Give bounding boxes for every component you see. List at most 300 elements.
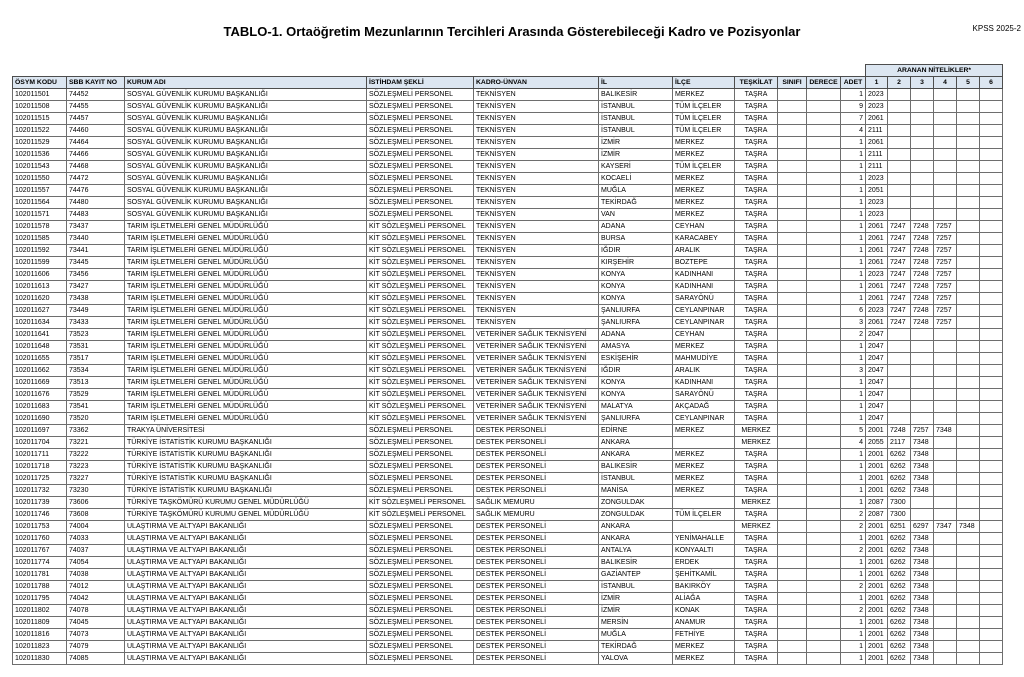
table-row xyxy=(13,329,1003,341)
cell-qualification-1: 2061 xyxy=(866,233,888,245)
cell-employment-type: KİT SÖZLEŞMELİ PERSONEL xyxy=(367,401,474,413)
cell-organization: TAŞRA xyxy=(735,245,778,257)
cell-osym-code: 102011704 xyxy=(13,437,67,449)
cell-position-title: TEKNİSYEN xyxy=(474,221,599,233)
cell-qualification-3 xyxy=(911,149,934,161)
cell-qualification-6 xyxy=(980,185,1003,197)
cell-class xyxy=(778,293,807,305)
cell-sbb-record-no: 73227 xyxy=(67,473,125,485)
cell-position-title: DESTEK PERSONELİ xyxy=(474,641,599,653)
cell-qualification-6 xyxy=(980,305,1003,317)
cell-employment-type: KİT SÖZLEŞMELİ PERSONEL xyxy=(367,365,474,377)
cell-qualification-6 xyxy=(980,209,1003,221)
cell-institution: SOSYAL GÜVENLİK KURUMU BAŞKANLIĞI xyxy=(125,149,367,161)
column-header-qualification-2: 2 xyxy=(888,77,911,89)
cell-qualification-5 xyxy=(957,617,980,629)
cell-position-title: VETERİNER SAĞLIK TEKNİSYENİ xyxy=(474,365,599,377)
cell-osym-code: 102011676 xyxy=(13,389,67,401)
cell-osym-code: 102011634 xyxy=(13,317,67,329)
table-row xyxy=(13,317,1003,329)
cell-grade xyxy=(807,185,841,197)
cell-district: KONAK xyxy=(673,605,735,617)
cell-qualification-1: 2047 xyxy=(866,377,888,389)
cell-qualification-5 xyxy=(957,425,980,437)
cell-qualification-6 xyxy=(980,617,1003,629)
cell-province: ESKİŞEHİR xyxy=(599,353,673,365)
cell-class xyxy=(778,341,807,353)
cell-quantity: 1 xyxy=(841,533,866,545)
table-row xyxy=(13,185,1003,197)
cell-qualification-1: 2047 xyxy=(866,341,888,353)
cell-institution: TARIM İŞLETMELERİ GENEL MÜDÜRLÜĞÜ xyxy=(125,401,367,413)
cell-province: BURSA xyxy=(599,233,673,245)
cell-qualification-4 xyxy=(934,161,957,173)
table-row xyxy=(13,629,1003,641)
cell-qualification-5 xyxy=(957,653,980,665)
cell-qualification-4 xyxy=(934,377,957,389)
cell-qualification-4 xyxy=(934,329,957,341)
cell-qualification-3 xyxy=(911,113,934,125)
cell-quantity: 1 xyxy=(841,353,866,365)
cell-grade xyxy=(807,449,841,461)
cell-qualification-4 xyxy=(934,413,957,425)
cell-qualification-1: 2001 xyxy=(866,593,888,605)
cell-sbb-record-no: 74452 xyxy=(67,89,125,101)
cell-qualification-1: 2061 xyxy=(866,257,888,269)
cell-qualification-4 xyxy=(934,569,957,581)
cell-grade xyxy=(807,257,841,269)
cell-position-title: DESTEK PERSONELİ xyxy=(474,545,599,557)
cell-qualification-2: 7247 xyxy=(888,281,911,293)
cell-qualification-4 xyxy=(934,353,957,365)
cell-employment-type: SÖZLEŞMELİ PERSONEL xyxy=(367,425,474,437)
cell-qualification-4 xyxy=(934,137,957,149)
table-row xyxy=(13,593,1003,605)
cell-qualification-3 xyxy=(911,377,934,389)
table-row xyxy=(13,269,1003,281)
cell-qualification-1: 2001 xyxy=(866,605,888,617)
cell-district: KARACABEY xyxy=(673,233,735,245)
cell-sbb-record-no: 74483 xyxy=(67,209,125,221)
cell-organization: TAŞRA xyxy=(735,173,778,185)
cell-employment-type: KİT SÖZLEŞMELİ PERSONEL xyxy=(367,281,474,293)
cell-organization: TAŞRA xyxy=(735,401,778,413)
cell-qualification-6 xyxy=(980,413,1003,425)
cell-employment-type: SÖZLEŞMELİ PERSONEL xyxy=(367,449,474,461)
cell-quantity: 5 xyxy=(841,425,866,437)
cell-qualification-2 xyxy=(888,413,911,425)
cell-qualification-6 xyxy=(980,233,1003,245)
cell-organization: TAŞRA xyxy=(735,365,778,377)
cell-grade xyxy=(807,269,841,281)
cell-qualification-3 xyxy=(911,161,934,173)
cell-class xyxy=(778,545,807,557)
cell-qualification-4 xyxy=(934,149,957,161)
cell-qualification-1: 2001 xyxy=(866,521,888,533)
cell-province: İSTANBUL xyxy=(599,581,673,593)
cell-province: KONYA xyxy=(599,377,673,389)
cell-qualification-6 xyxy=(980,485,1003,497)
cell-district: MERKEZ xyxy=(673,641,735,653)
cell-district: MERKEZ xyxy=(673,197,735,209)
cell-institution: SOSYAL GÜVENLİK KURUMU BAŞKANLIĞI xyxy=(125,173,367,185)
cell-institution: TARIM İŞLETMELERİ GENEL MÜDÜRLÜĞÜ xyxy=(125,317,367,329)
cell-sbb-record-no: 74464 xyxy=(67,137,125,149)
cell-qualification-6 xyxy=(980,125,1003,137)
cell-employment-type: SÖZLEŞMELİ PERSONEL xyxy=(367,641,474,653)
cell-sbb-record-no: 73456 xyxy=(67,269,125,281)
cell-sbb-record-no: 74460 xyxy=(67,125,125,137)
cell-qualification-3: 7248 xyxy=(911,245,934,257)
cell-province: ANTALYA xyxy=(599,545,673,557)
cell-qualification-6 xyxy=(980,605,1003,617)
cell-qualification-6 xyxy=(980,353,1003,365)
cell-qualification-6 xyxy=(980,401,1003,413)
cell-quantity: 1 xyxy=(841,641,866,653)
cell-class xyxy=(778,281,807,293)
cell-class xyxy=(778,317,807,329)
cell-organization: TAŞRA xyxy=(735,377,778,389)
cell-organization: TAŞRA xyxy=(735,533,778,545)
cell-institution: TÜRKİYE TAŞKÖMÜRÜ KURUMU GENEL MÜDÜRLÜĞÜ xyxy=(125,509,367,521)
table-row xyxy=(13,413,1003,425)
cell-position-title: DESTEK PERSONELİ xyxy=(474,473,599,485)
table-row xyxy=(13,545,1003,557)
cell-qualification-4 xyxy=(934,473,957,485)
cell-district: MERKEZ xyxy=(673,185,735,197)
cell-osym-code: 102011690 xyxy=(13,413,67,425)
cell-qualification-1: 2001 xyxy=(866,461,888,473)
cell-province: ŞANLIURFA xyxy=(599,317,673,329)
table-row xyxy=(13,173,1003,185)
cell-qualification-5 xyxy=(957,605,980,617)
cell-grade xyxy=(807,497,841,509)
cell-osym-code: 102011501 xyxy=(13,89,67,101)
cell-qualification-4 xyxy=(934,617,957,629)
cell-class xyxy=(778,569,807,581)
cell-organization: TAŞRA xyxy=(735,281,778,293)
cell-employment-type: KİT SÖZLEŞMELİ PERSONEL xyxy=(367,341,474,353)
cell-qualification-2: 6262 xyxy=(888,545,911,557)
table-body xyxy=(13,89,1003,665)
cell-district: MERKEZ xyxy=(673,137,735,149)
cell-institution: ULAŞTIRMA VE ALTYAPI BAKANLIĞI xyxy=(125,533,367,545)
cell-quantity: 2 xyxy=(841,545,866,557)
cell-class xyxy=(778,365,807,377)
table-row xyxy=(13,281,1003,293)
table-row xyxy=(13,521,1003,533)
cell-qualification-2 xyxy=(888,209,911,221)
cell-qualification-2: 6262 xyxy=(888,581,911,593)
cell-province: İSTANBUL xyxy=(599,113,673,125)
cell-qualification-6 xyxy=(980,101,1003,113)
cell-district: TÜM İLÇELER xyxy=(673,161,735,173)
cell-qualification-6 xyxy=(980,137,1003,149)
cell-employment-type: SÖZLEŞMELİ PERSONEL xyxy=(367,149,474,161)
cell-sbb-record-no: 74466 xyxy=(67,149,125,161)
cell-qualification-1: 2023 xyxy=(866,269,888,281)
cell-qualification-4 xyxy=(934,389,957,401)
cell-sbb-record-no: 74054 xyxy=(67,557,125,569)
cell-district: SARAYÖNÜ xyxy=(673,389,735,401)
table-row xyxy=(13,197,1003,209)
cell-position-title: TEKNİSYEN xyxy=(474,233,599,245)
cell-osym-code: 102011669 xyxy=(13,377,67,389)
cell-province: MALATYA xyxy=(599,401,673,413)
cell-class xyxy=(778,557,807,569)
cell-qualification-3: 7348 xyxy=(911,485,934,497)
cell-class xyxy=(778,149,807,161)
cell-district: TÜM İLÇELER xyxy=(673,101,735,113)
cell-position-title: DESTEK PERSONELİ xyxy=(474,617,599,629)
cell-district xyxy=(673,521,735,533)
cell-qualification-5 xyxy=(957,377,980,389)
cell-institution: SOSYAL GÜVENLİK KURUMU BAŞKANLIĞI xyxy=(125,197,367,209)
cell-osym-code: 102011774 xyxy=(13,557,67,569)
cell-qualification-2: 7247 xyxy=(888,257,911,269)
cell-position-title: SAĞLIK MEMURU xyxy=(474,509,599,521)
cell-grade xyxy=(807,365,841,377)
cell-district: MERKEZ xyxy=(673,461,735,473)
cell-class xyxy=(778,473,807,485)
cell-qualification-2: 6262 xyxy=(888,653,911,665)
column-header-qualification-4: 4 xyxy=(934,77,957,89)
cell-osym-code: 102011795 xyxy=(13,593,67,605)
column-header-sbb-record-no: SBB KAYIT NO xyxy=(67,77,125,89)
cell-qualification-2: 6262 xyxy=(888,629,911,641)
table-row xyxy=(13,89,1003,101)
cell-qualification-4: 7257 xyxy=(934,233,957,245)
cell-position-title: VETERİNER SAĞLIK TEKNİSYENİ xyxy=(474,389,599,401)
cell-employment-type: SÖZLEŞMELİ PERSONEL xyxy=(367,557,474,569)
cell-qualification-4 xyxy=(934,173,957,185)
cell-grade xyxy=(807,209,841,221)
cell-employment-type: SÖZLEŞMELİ PERSONEL xyxy=(367,437,474,449)
cell-quantity: 1 xyxy=(841,497,866,509)
cell-institution: ULAŞTIRMA VE ALTYAPI BAKANLIĞI xyxy=(125,617,367,629)
cell-qualification-2: 7247 xyxy=(888,269,911,281)
cell-quantity: 6 xyxy=(841,305,866,317)
cell-qualification-5 xyxy=(957,137,980,149)
table-row xyxy=(13,101,1003,113)
cell-qualification-5 xyxy=(957,353,980,365)
cell-grade xyxy=(807,149,841,161)
cell-qualification-1: 2061 xyxy=(866,221,888,233)
cell-grade xyxy=(807,245,841,257)
cell-district: KONYAALTI xyxy=(673,545,735,557)
cell-qualification-3 xyxy=(911,365,934,377)
cell-province: İSTANBUL xyxy=(599,101,673,113)
cell-province: İZMİR xyxy=(599,593,673,605)
cell-grade xyxy=(807,461,841,473)
cell-sbb-record-no: 74476 xyxy=(67,185,125,197)
cell-sbb-record-no: 73445 xyxy=(67,257,125,269)
cell-sbb-record-no: 74037 xyxy=(67,545,125,557)
cell-sbb-record-no: 73440 xyxy=(67,233,125,245)
cell-sbb-record-no: 74078 xyxy=(67,605,125,617)
cell-quantity: 1 xyxy=(841,557,866,569)
cell-position-title: DESTEK PERSONELİ xyxy=(474,521,599,533)
cell-district: CEYLANPINAR xyxy=(673,305,735,317)
cell-province: KONYA xyxy=(599,269,673,281)
cell-qualification-6 xyxy=(980,653,1003,665)
cell-qualification-5 xyxy=(957,461,980,473)
cell-osym-code: 102011711 xyxy=(13,449,67,461)
cell-qualification-1: 2001 xyxy=(866,473,888,485)
cell-qualification-4 xyxy=(934,593,957,605)
cell-qualification-2: 7247 xyxy=(888,221,911,233)
cell-qualification-2: 6262 xyxy=(888,605,911,617)
cell-sbb-record-no: 73531 xyxy=(67,341,125,353)
cell-sbb-record-no: 73449 xyxy=(67,305,125,317)
cell-employment-type: SÖZLEŞMELİ PERSONEL xyxy=(367,521,474,533)
cell-organization: TAŞRA xyxy=(735,545,778,557)
cell-sbb-record-no: 73427 xyxy=(67,281,125,293)
cell-province: ANKARA xyxy=(599,521,673,533)
cell-qualification-2 xyxy=(888,173,911,185)
cell-qualification-1: 2001 xyxy=(866,569,888,581)
cell-osym-code: 102011753 xyxy=(13,521,67,533)
column-header-quantity: ADET xyxy=(841,77,866,89)
cell-organization: TAŞRA xyxy=(735,161,778,173)
cell-province: İZMİR xyxy=(599,605,673,617)
cell-grade xyxy=(807,641,841,653)
cell-class xyxy=(778,497,807,509)
cell-qualification-1: 2055 xyxy=(866,437,888,449)
cell-qualification-5 xyxy=(957,365,980,377)
cell-sbb-record-no: 74045 xyxy=(67,617,125,629)
cell-grade xyxy=(807,329,841,341)
cell-qualification-2 xyxy=(888,113,911,125)
cell-quantity: 3 xyxy=(841,365,866,377)
cell-quantity: 1 xyxy=(841,293,866,305)
cell-qualification-3: 7348 xyxy=(911,449,934,461)
cell-employment-type: KİT SÖZLEŞMELİ PERSONEL xyxy=(367,509,474,521)
cell-province: EDİRNE xyxy=(599,425,673,437)
cell-province: KIRŞEHİR xyxy=(599,257,673,269)
cell-qualification-2 xyxy=(888,329,911,341)
cell-institution: SOSYAL GÜVENLİK KURUMU BAŞKANLIĞI xyxy=(125,137,367,149)
cell-quantity: 1 xyxy=(841,461,866,473)
cell-position-title: DESTEK PERSONELİ xyxy=(474,557,599,569)
cell-institution: ULAŞTIRMA VE ALTYAPI BAKANLIĞI xyxy=(125,521,367,533)
cell-grade xyxy=(807,377,841,389)
cell-employment-type: SÖZLEŞMELİ PERSONEL xyxy=(367,461,474,473)
cell-quantity: 2 xyxy=(841,329,866,341)
cell-institution: TARIM İŞLETMELERİ GENEL MÜDÜRLÜĞÜ xyxy=(125,329,367,341)
cell-qualification-1: 2001 xyxy=(866,557,888,569)
cell-organization: TAŞRA xyxy=(735,653,778,665)
cell-district: TÜM İLÇELER xyxy=(673,113,735,125)
cell-position-title: SAĞLIK MEMURU xyxy=(474,497,599,509)
cell-qualification-2: 7248 xyxy=(888,425,911,437)
cell-qualification-2 xyxy=(888,125,911,137)
cell-organization: TAŞRA xyxy=(735,353,778,365)
cell-quantity: 1 xyxy=(841,185,866,197)
cell-class xyxy=(778,113,807,125)
cell-institution: TÜRKİYE TAŞKÖMÜRÜ KURUMU GENEL MÜDÜRLÜĞÜ xyxy=(125,497,367,509)
cell-qualification-6 xyxy=(980,341,1003,353)
cell-osym-code: 102011571 xyxy=(13,209,67,221)
cell-province: TEKİRDAĞ xyxy=(599,641,673,653)
cell-osym-code: 102011739 xyxy=(13,497,67,509)
table-row xyxy=(13,257,1003,269)
cell-qualification-4 xyxy=(934,497,957,509)
cell-sbb-record-no: 73437 xyxy=(67,221,125,233)
cell-district: ALİAĞA xyxy=(673,593,735,605)
cell-quantity: 1 xyxy=(841,137,866,149)
cell-institution: ULAŞTIRMA VE ALTYAPI BAKANLIĞI xyxy=(125,605,367,617)
cell-sbb-record-no: 73529 xyxy=(67,389,125,401)
cell-qualification-5 xyxy=(957,557,980,569)
cell-qualification-6 xyxy=(980,221,1003,233)
cell-institution: TARIM İŞLETMELERİ GENEL MÜDÜRLÜĞÜ xyxy=(125,269,367,281)
cell-qualification-3 xyxy=(911,185,934,197)
cell-employment-type: SÖZLEŞMELİ PERSONEL xyxy=(367,101,474,113)
cell-sbb-record-no: 74012 xyxy=(67,581,125,593)
cell-qualification-5 xyxy=(957,101,980,113)
cell-province: İSTANBUL xyxy=(599,125,673,137)
cell-quantity: 1 xyxy=(841,281,866,293)
cell-qualification-3: 7248 xyxy=(911,317,934,329)
cell-province: GAZİANTEP xyxy=(599,569,673,581)
cell-sbb-record-no: 73513 xyxy=(67,377,125,389)
cell-qualification-3 xyxy=(911,401,934,413)
cell-qualification-2: 7247 xyxy=(888,293,911,305)
cell-grade xyxy=(807,161,841,173)
cell-class xyxy=(778,137,807,149)
table-row xyxy=(13,569,1003,581)
cell-qualification-2: 6262 xyxy=(888,617,911,629)
table-row xyxy=(13,209,1003,221)
cell-organization: TAŞRA xyxy=(735,413,778,425)
cell-employment-type: KİT SÖZLEŞMELİ PERSONEL xyxy=(367,293,474,305)
cell-district: ŞEHİTKAMİL xyxy=(673,569,735,581)
cell-qualification-4: 7257 xyxy=(934,221,957,233)
cell-qualification-4 xyxy=(934,113,957,125)
cell-qualification-3 xyxy=(911,329,934,341)
cell-organization: TAŞRA xyxy=(735,473,778,485)
cell-district xyxy=(673,437,735,449)
cell-qualification-4 xyxy=(934,101,957,113)
cell-osym-code: 102011725 xyxy=(13,473,67,485)
cell-qualification-4 xyxy=(934,197,957,209)
cell-class xyxy=(778,185,807,197)
cell-grade xyxy=(807,389,841,401)
cell-province: KOCAELİ xyxy=(599,173,673,185)
table-row xyxy=(13,233,1003,245)
cell-district: ANAMUR xyxy=(673,617,735,629)
cell-qualification-5 xyxy=(957,497,980,509)
cell-institution: SOSYAL GÜVENLİK KURUMU BAŞKANLIĞI xyxy=(125,185,367,197)
cell-district: SARAYÖNÜ xyxy=(673,293,735,305)
cell-qualification-6 xyxy=(980,245,1003,257)
cell-employment-type: SÖZLEŞMELİ PERSONEL xyxy=(367,653,474,665)
cell-sbb-record-no: 74468 xyxy=(67,161,125,173)
cell-qualification-2: 6262 xyxy=(888,449,911,461)
cell-employment-type: KİT SÖZLEŞMELİ PERSONEL xyxy=(367,389,474,401)
cell-qualification-4 xyxy=(934,89,957,101)
table-row xyxy=(13,497,1003,509)
cell-qualification-2: 6262 xyxy=(888,569,911,581)
cell-position-title: DESTEK PERSONELİ xyxy=(474,461,599,473)
cell-class xyxy=(778,257,807,269)
cell-qualification-5 xyxy=(957,245,980,257)
cell-position-title: TEKNİSYEN xyxy=(474,185,599,197)
cell-qualification-2: 6262 xyxy=(888,533,911,545)
cell-qualification-5 xyxy=(957,305,980,317)
column-header-position-title: KADRO-ÜNVAN xyxy=(474,77,599,89)
